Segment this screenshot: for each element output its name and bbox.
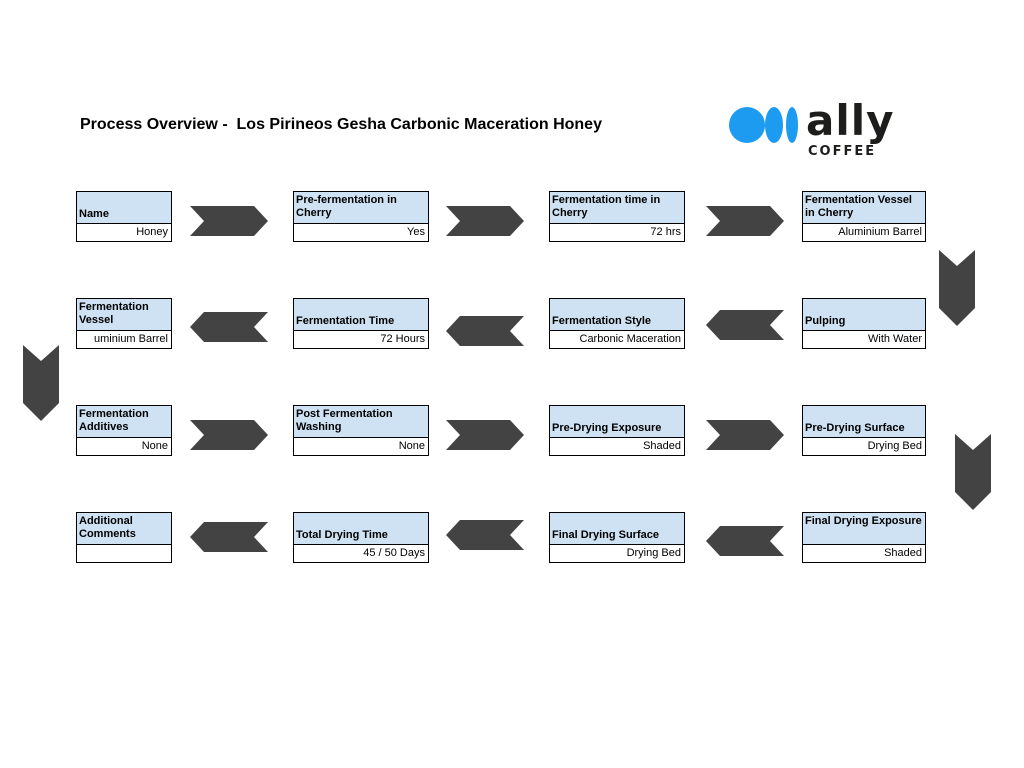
- step-fermentation-additives: [76, 405, 172, 456]
- step-value: Carbonic Maceration: [549, 331, 685, 349]
- step-label: Additional Comments: [76, 512, 172, 545]
- step-value: Drying Bed: [549, 545, 685, 563]
- step-final-drying-surface: [549, 512, 685, 563]
- step-label: Pre-Drying Exposure: [549, 405, 685, 438]
- step-label: Total Drying Time: [293, 512, 429, 545]
- step-label: Post Fermentation Washing: [293, 405, 429, 438]
- step-label: Fermentation Additives: [76, 405, 172, 438]
- step-label: Pre-Drying Surface: [802, 405, 926, 438]
- chevron-left-icon: [190, 312, 268, 342]
- step-value: 72 Hours: [293, 331, 429, 349]
- step-fermentation-style: [549, 298, 685, 349]
- chevron-right-icon: [706, 206, 784, 236]
- step-label: Fermentation Vessel in Cherry: [802, 191, 926, 224]
- chevron-left-icon: [446, 316, 524, 346]
- chevron-down-icon: [23, 345, 59, 421]
- step-value: None: [293, 438, 429, 456]
- chevron-down-icon: [955, 434, 991, 510]
- step-value: Yes: [293, 224, 429, 242]
- chevron-left-icon: [706, 526, 784, 556]
- step-pulping: [802, 298, 926, 349]
- chevron-right-icon: [446, 420, 524, 450]
- chevron-left-icon: [706, 310, 784, 340]
- step-label: Fermentation Time: [293, 298, 429, 331]
- step-label: Final Drying Surface: [549, 512, 685, 545]
- chevron-right-icon: [190, 206, 268, 236]
- logo-wordmark: ally: [806, 96, 895, 145]
- step-value: 72 hrs: [549, 224, 685, 242]
- step-value: 45 / 50 Days: [293, 545, 429, 563]
- chevron-right-icon: [190, 420, 268, 450]
- chevron-right-icon: [446, 206, 524, 236]
- step-label: Pre-fermentation in Cherry: [293, 191, 429, 224]
- step-label: Final Drying Exposure: [802, 512, 926, 545]
- step-value: [76, 545, 172, 563]
- chevron-left-icon: [446, 520, 524, 550]
- page-title: Process Overview - Los Pirineos Gesha Carbonic Maceration Honey: [80, 116, 602, 133]
- step-label: Name: [76, 191, 172, 224]
- step-value: None: [76, 438, 172, 456]
- step-value: Honey: [76, 224, 172, 242]
- step-pre-drying-surface: [802, 405, 926, 456]
- step-post-fermentation-washing: [293, 405, 429, 456]
- chevron-right-icon: [706, 420, 784, 450]
- step-value: Drying Bed: [802, 438, 926, 456]
- step-final-drying-exposure: [802, 512, 926, 563]
- step-total-drying-time: [293, 512, 429, 563]
- step-value: Shaded: [549, 438, 685, 456]
- step-label: Fermentation Vessel: [76, 298, 172, 331]
- step-value: Aluminium Barrel: [802, 224, 926, 242]
- step-fermentation-time: [293, 298, 429, 349]
- step-fermentation-time-in-cherry: [549, 191, 685, 242]
- step-label: Fermentation Style: [549, 298, 685, 331]
- chevron-down-icon: [939, 250, 975, 326]
- logo-circles-icon: [728, 106, 800, 144]
- step-label: Fermentation time in Cherry: [549, 191, 685, 224]
- step-label: Pulping: [802, 298, 926, 331]
- step-additional-comments: [76, 512, 172, 563]
- ally-coffee-logo: [728, 96, 928, 164]
- step-name: [76, 191, 172, 242]
- step-fermentation-vessel: [76, 298, 172, 349]
- logo-subtitle: COFFEE: [808, 144, 877, 159]
- chevron-left-icon: [190, 522, 268, 552]
- step-pre-drying-exposure: [549, 405, 685, 456]
- step-pre-fermentation-in-cherry: [293, 191, 429, 242]
- step-value: With Water: [802, 331, 926, 349]
- step-fermentation-vessel-in-cherry: [802, 191, 926, 242]
- step-value: uminium Barrel: [76, 331, 172, 349]
- step-value: Shaded: [802, 545, 926, 563]
